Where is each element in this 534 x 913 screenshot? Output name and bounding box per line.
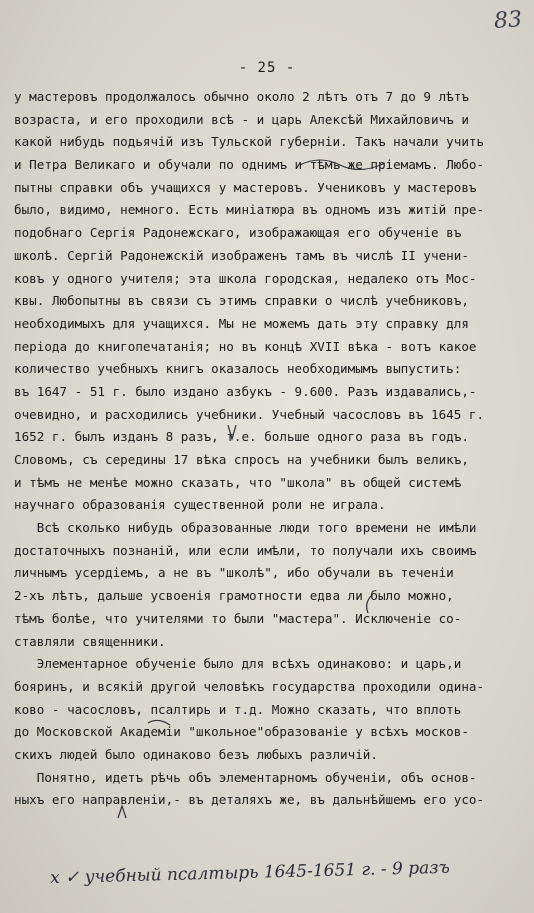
text-line: пытны справки объ учащихся у мастеровъ. Учениковъ у мастеровъ bbox=[14, 179, 477, 195]
text-line: Понятно, идетъ рѣчь объ элементарномъ обученіи, объ основ- bbox=[14, 769, 477, 785]
text-line: ставляли священники. bbox=[14, 633, 166, 649]
text-line: количество учебныхъ книгъ оказалось необходимымъ выпустить: bbox=[14, 361, 462, 377]
text-line: у мастеровъ продолжалось обычно около 2 лѣтъ отъ 7 до 9 лѣтъ bbox=[14, 89, 469, 104]
folio-number: 83 bbox=[493, 7, 523, 34]
text-line: 2-хъ лѣтъ, дальше усвоенія грамотности едва ли было можно, bbox=[14, 588, 454, 604]
text-line: возраста, и его проходили всѣ - и царь Алексѣй Михайловичъ и bbox=[14, 111, 469, 127]
text-line: ныхъ его направленіи,- въ деталяхъ же, въ дальнѣйшемъ его усо- bbox=[14, 792, 485, 808]
text-line: тѣмъ болѣе, что учителями то были "мастера". Исключеніе со- bbox=[14, 610, 462, 626]
text-line: квы. Любопытны въ связи съ этимъ справки о числѣ учебниковъ, bbox=[14, 293, 469, 309]
text-line: ковъ у одного учителя; эта школа городская, недалеко отъ Мос- bbox=[14, 270, 477, 286]
text-line: періода до книгопечатанія; но въ концѣ XVII вѣка - вотъ какое bbox=[14, 338, 477, 354]
text-line: было, видимо, немного. Есть миніатюра въ одномъ изъ житій пре- bbox=[14, 202, 485, 218]
text-line: Всѣ сколько нибудь образованные люди того времени не имѣли bbox=[14, 520, 477, 536]
text-line: и тѣмъ не менѣе можно сказать, что "школа" въ общей системѣ bbox=[14, 474, 462, 490]
text-line: скихъ людей было одинаково безъ любыхъ различій. bbox=[14, 746, 378, 762]
typed-text-block bbox=[14, 86, 526, 812]
text-line: подобнаго Сергія Радонежскаго, изображающая его обученіе въ bbox=[14, 225, 462, 241]
text-line: необходимыхъ для учащихся. Мы не можемъ дать эту справку для bbox=[14, 315, 469, 331]
text-line: научнаго образованія существенной роли не играла. bbox=[14, 497, 386, 513]
text-line: ково - часословъ, псалтирь и т.д. Можно сказать, что вплоть bbox=[14, 701, 462, 717]
text-line: какой нибудь подьячій изъ Тульской губерніи. Такъ начали учить bbox=[14, 134, 485, 150]
text-line: бояринъ, и всякій другой человѣкъ государства проходили одина- bbox=[14, 678, 485, 694]
handwritten-margin-note: x ✓ учебный псалтырь 1645-1651 г. - 9 разъ bbox=[49, 857, 451, 889]
text-line: достаточныхъ познаній, или если имѣли, то получали ихъ своимъ bbox=[14, 542, 477, 558]
text-line: до Московской Академіи "школьное"образованіе у всѣхъ москов- bbox=[14, 724, 469, 740]
text-line: личнымъ усердіемъ, а не въ "школѣ", ибо обучали въ теченіи bbox=[14, 565, 454, 581]
text-line: 1652 г. былъ изданъ 8 разъ, т.е. больше одного раза въ годъ. bbox=[14, 429, 469, 445]
text-line: Словомъ, съ середины 17 вѣка спросъ на учебники былъ великъ, bbox=[14, 452, 469, 467]
text-line: Элементарное обученіе было для всѣхъ одинаково: и царь,и bbox=[14, 656, 462, 672]
text-line: очевидно, и расходились учебники. Учебный часословъ въ 1645 г. bbox=[14, 406, 485, 422]
text-line: школѣ. Сергій Радонежскій изображенъ тамъ въ числѣ II учени- bbox=[14, 247, 469, 263]
page-number: - 25 - bbox=[238, 60, 296, 76]
text-line: и Петра Великаго и обучали по однимъ и тѣмъ же пріемамъ. Любо- bbox=[14, 157, 485, 173]
text-line: въ 1647 - 51 г. было издано азбукъ - 9.600. Разъ издавались,- bbox=[14, 383, 477, 399]
